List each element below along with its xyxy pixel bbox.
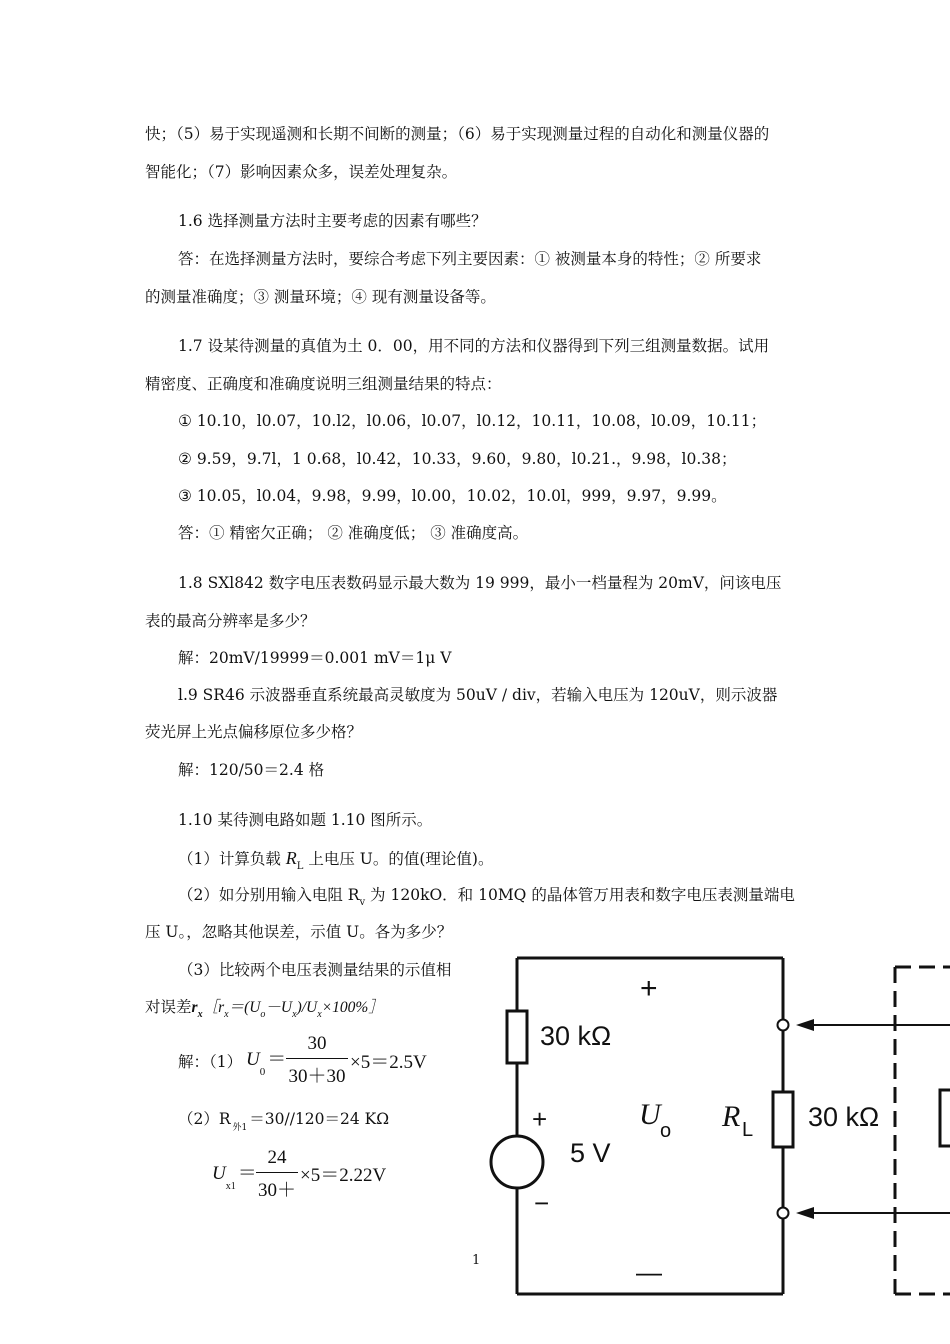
question-1-10-part3-line2: 对误差$r_x[r_x=(U_o-U_x)/U_x\times 100\%]$ — [145, 998, 384, 1020]
resistor-30k-label: 30 kΩ — [540, 1021, 612, 1051]
uo-label: U — [639, 1098, 661, 1131]
rl-label: R — [722, 1100, 741, 1133]
source-plus-label: + — [532, 1104, 548, 1134]
source-minus-label: − — [534, 1188, 550, 1218]
equation-1-denominator: 30＋30 — [288, 1066, 346, 1087]
minus-bottom-label: — — [636, 1257, 662, 1287]
equation-2-fraction — [256, 1147, 298, 1199]
source-5v-label: 5 V — [570, 1138, 611, 1168]
answer-1-7: 答：① 精密欠正确； ② 准确度低； ③ 准确度高。 — [178, 524, 529, 542]
question-1-8-line2: 表的最高分辨率是多少？ — [145, 612, 316, 630]
equation-2-numerator: 24 — [267, 1147, 287, 1168]
solution-2-line: （2）R $_{外1}$ ＝30//120＝24 KΩ — [178, 1110, 390, 1133]
text-line: 智能化；（7）影响因素众多，误差处理复杂。 — [145, 163, 458, 181]
question-1-8-line1: 1.8 SXl842 数字电压表数码显示最大数为 19 999，最小一档量程为 20mV，问该电压 — [178, 574, 782, 592]
equation-1-fraction — [286, 1033, 348, 1085]
terminal-bottom — [778, 1208, 789, 1219]
answer-1-6-line2: 的测量准确度；③ 测量环境；④ 现有测量设备等。 — [145, 288, 496, 306]
question-1-9-line1: l.9 SR46 示波器垂直系统最高灵敏度为 50uV / div，若输入电压为 120uV，则示波器 — [178, 686, 778, 704]
page-number: 1 — [472, 1253, 481, 1268]
resistor-30k — [507, 1011, 527, 1063]
answer-1-6-line1: 答：在选择测量方法时，要综合考虑下列主要因素：① 被测量本身的特性；② 所要求 — [178, 250, 762, 268]
question-1-10-part3-line1: （3）比较两个电压表测量结果的示值相 — [178, 961, 452, 979]
data-set-1: ① 10.10，l0.07，10.l2，l0.06，l0.07，l0.12，10.11，10.08，l0.09，10.11； — [178, 412, 767, 430]
equation-2-denominator: 30＋ — [257, 1180, 296, 1201]
question-1-10: 1.10 某待测电路如题 1.10 图所示。 — [178, 811, 433, 829]
arrowhead-bottom — [796, 1207, 814, 1219]
plus-top-label: + — [640, 972, 658, 1005]
question-1-7-line2: 精密度、正确度和准确度说明三组测量结果的特点： — [145, 375, 502, 393]
fraction-bar — [256, 1172, 298, 1173]
answer-1-9: 解：120/50＝2.4 格 — [178, 761, 325, 779]
question-1-7-line1: 1.7 设某待测量的真值为土 0．00，用不同的方法和仪器得到下列三组测量数据。试用 — [178, 337, 770, 355]
question-1-9-line2: 荧光屏上光点偏移原位多少格？ — [145, 723, 363, 741]
equation-1-numerator: 30 — [307, 1033, 327, 1054]
arrowhead-top — [796, 1019, 814, 1031]
question-1-10-part2-line2: 压 U。，忽略其他误差，示值 U。各为多少？ — [145, 923, 453, 941]
equation-2-rhs: ×5＝2.22V — [300, 1165, 387, 1186]
equation-1-lhs: $U_0=$ — [246, 1049, 287, 1078]
question-1-10-part1: （1）计算负载 $R_L$ 上电压 U。的值(理论值)。 — [178, 848, 494, 872]
uo-sub-label: o — [660, 1120, 672, 1142]
solution-label: 解：（1） — [178, 1053, 243, 1071]
answer-1-8: 解：20mV/19999＝0.001 mV＝1μ V — [178, 649, 452, 667]
fraction-bar — [286, 1058, 348, 1059]
rl-sub-label: L — [742, 1119, 754, 1141]
text-line: 快；（5）易于实现遥测和长期不间断的测量；（6）易于实现测量过程的自动化和测量仪器的 — [145, 125, 770, 143]
relative-error-formula: $[r_x=(U_o-U_x)/U_x\times 100\%]$ — [202, 999, 384, 1020]
question-1-6: 1.6 选择测量方法时主要考虑的因素有哪些？ — [178, 212, 487, 230]
load-30k-label: 30 kΩ — [808, 1102, 880, 1132]
meter-resistor — [940, 1090, 950, 1146]
data-set-3: ③ 10.05，l0.04，9.98，9.99，l0.00，10.02，10.0l，999，9.97，9.99。 — [178, 487, 727, 505]
equation-1-rhs: ×5＝2.5V — [350, 1052, 427, 1073]
data-set-2: ② 9.59，9.7l，1 0.68，l0.42，10.33，9.60，9.80，l0.21.，9.98，l0.38； — [178, 450, 737, 468]
question-1-10-part2-line1: （2）如分别用输入电阻 $R_v$ 为 120kO．和 10MQ 的晶体管万用表和数字电压表测量端电 — [178, 886, 795, 908]
load-resistor-rl — [773, 1092, 793, 1147]
equation-2-lhs: $U_{x1}=$ — [212, 1163, 257, 1192]
voltage-source — [491, 1136, 543, 1188]
terminal-top — [778, 1020, 789, 1031]
